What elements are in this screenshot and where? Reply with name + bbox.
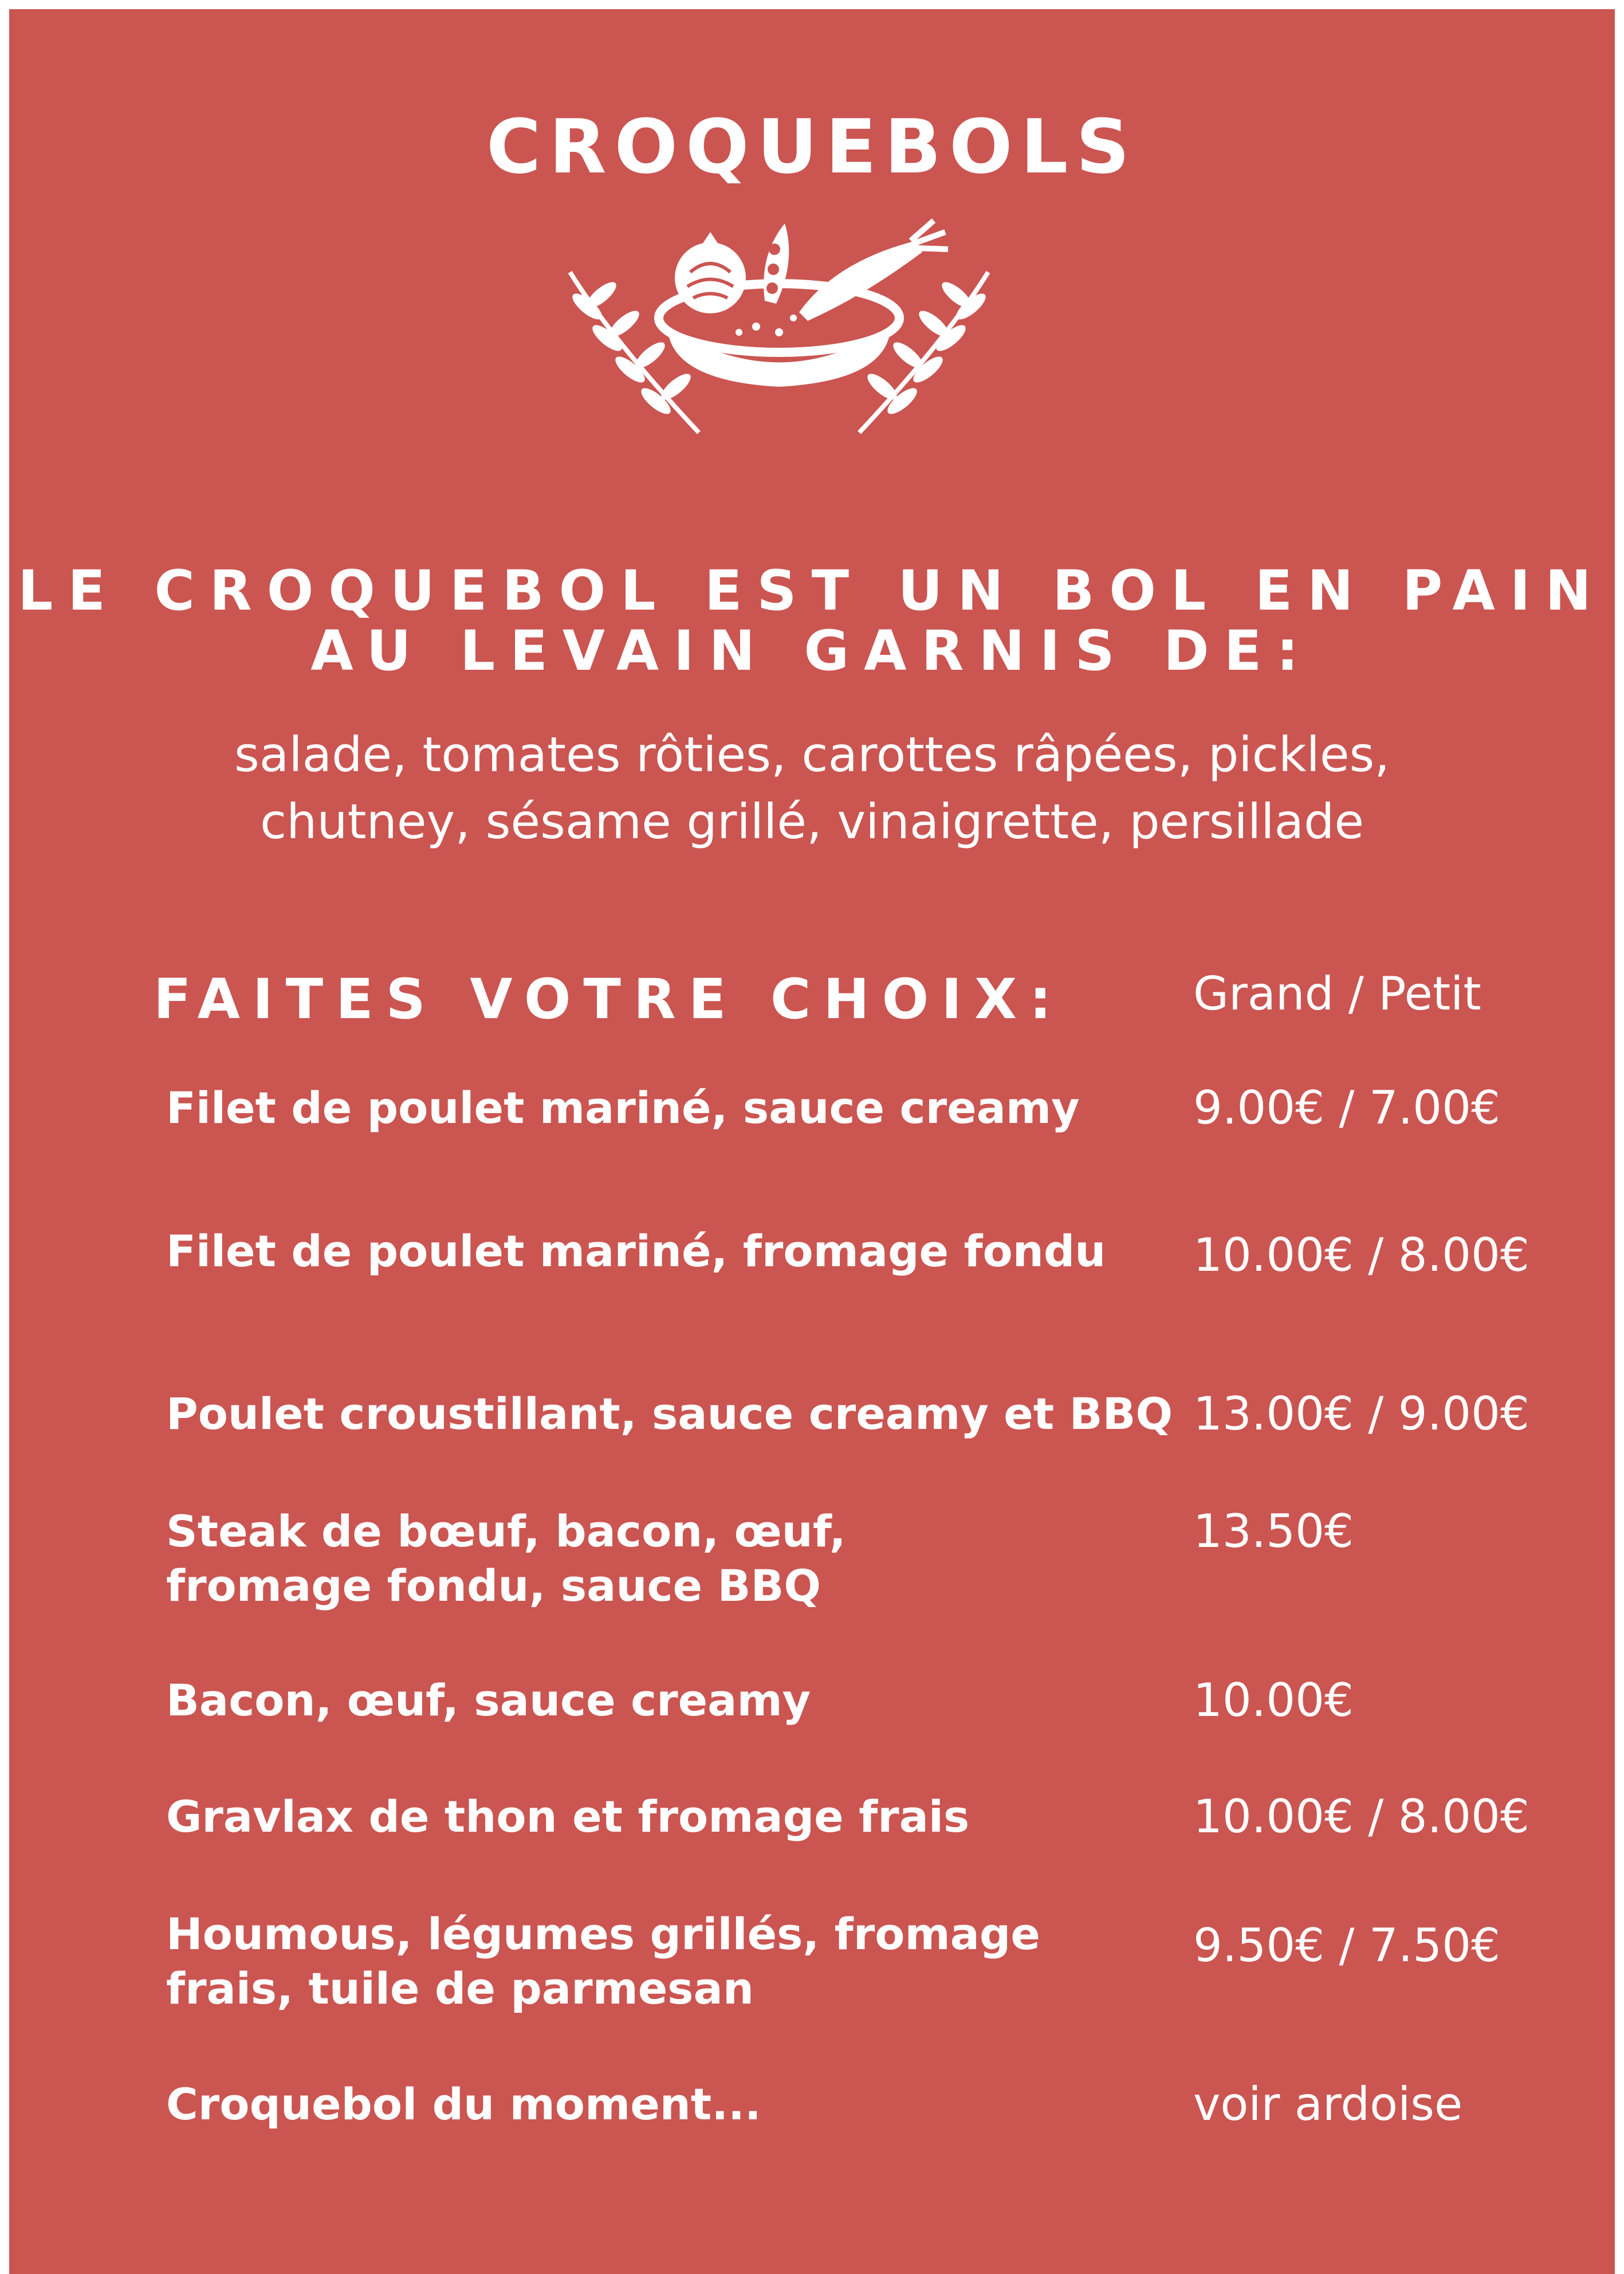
choice-heading: FAITES VOTRE CHOIX: [154,967,1064,1031]
menu-item-line-1: Gravlax de thon et fromage frais [166,1791,970,1842]
menu-item-line-1: Houmous, légumes grillés, fromage [166,1908,1040,1959]
menu-item-price: 13.00€ / 9.00€ [1193,1387,1529,1440]
menu-item-line-2: fromage fondu, sauce BBQ [166,1560,821,1611]
menu-item-name [166,1789,969,1844]
menu-title: CROQUEBOLS [486,103,1138,190]
menu-item-name [166,1673,811,1727]
intro-line-1: LE CROQUEBOL EST UN BOL EN PAIN [18,559,1606,623]
ingredients-line-2: chutney, sésame grillé, vinaigrette, persillade [260,794,1364,850]
size-header: Grand / Petit [1193,967,1481,1020]
menu-item-line-2: frais, tuile de parmesan [166,1963,754,2014]
menu-item-price: 10.00€ / 8.00€ [1193,1790,1529,1843]
menu-item-price: 10.00€ [1193,1674,1354,1727]
intro-line-2: AU LEVAIN GARNIS DE: [310,619,1314,683]
menu-item-line-1: Poulet croustillant, sauce creamy et BBQ [166,1388,1173,1439]
menu-item-price: 9.50€ / 7.50€ [1193,1919,1500,1972]
menu-item-name [166,1504,846,1613]
menu-item-line-1: Croquebol du moment... [166,2079,761,2130]
menu-item-line-1: Bacon, œuf, sauce creamy [166,1675,811,1726]
bowl-with-vegetables-and-wheat-icon [567,209,991,467]
menu-item-price: 10.00€ / 8.00€ [1193,1228,1529,1282]
menu-item-price: 9.00€ / 7.00€ [1193,1081,1500,1134]
menu-item-name [166,1081,1080,1135]
menu-item-price: voir ardoise [1193,2077,1463,2131]
menu-item-name [166,2077,761,2131]
ingredients-line-1: salade, tomates rôties, carottes râpées, pickles, [234,726,1390,783]
menu-item-name [166,1907,1040,2016]
menu-item-price: 13.50€ [1193,1505,1354,1558]
menu-item-line-1: Filet de poulet mariné, sauce creamy [166,1082,1080,1133]
menu-item-name [166,1387,1173,1441]
menu-item-name [166,1224,1106,1278]
menu-item-line-1: Filet de poulet mariné, fromage fondu [166,1226,1106,1277]
menu-item-line-1: Steak de bœuf, bacon, œuf, [166,1506,846,1557]
